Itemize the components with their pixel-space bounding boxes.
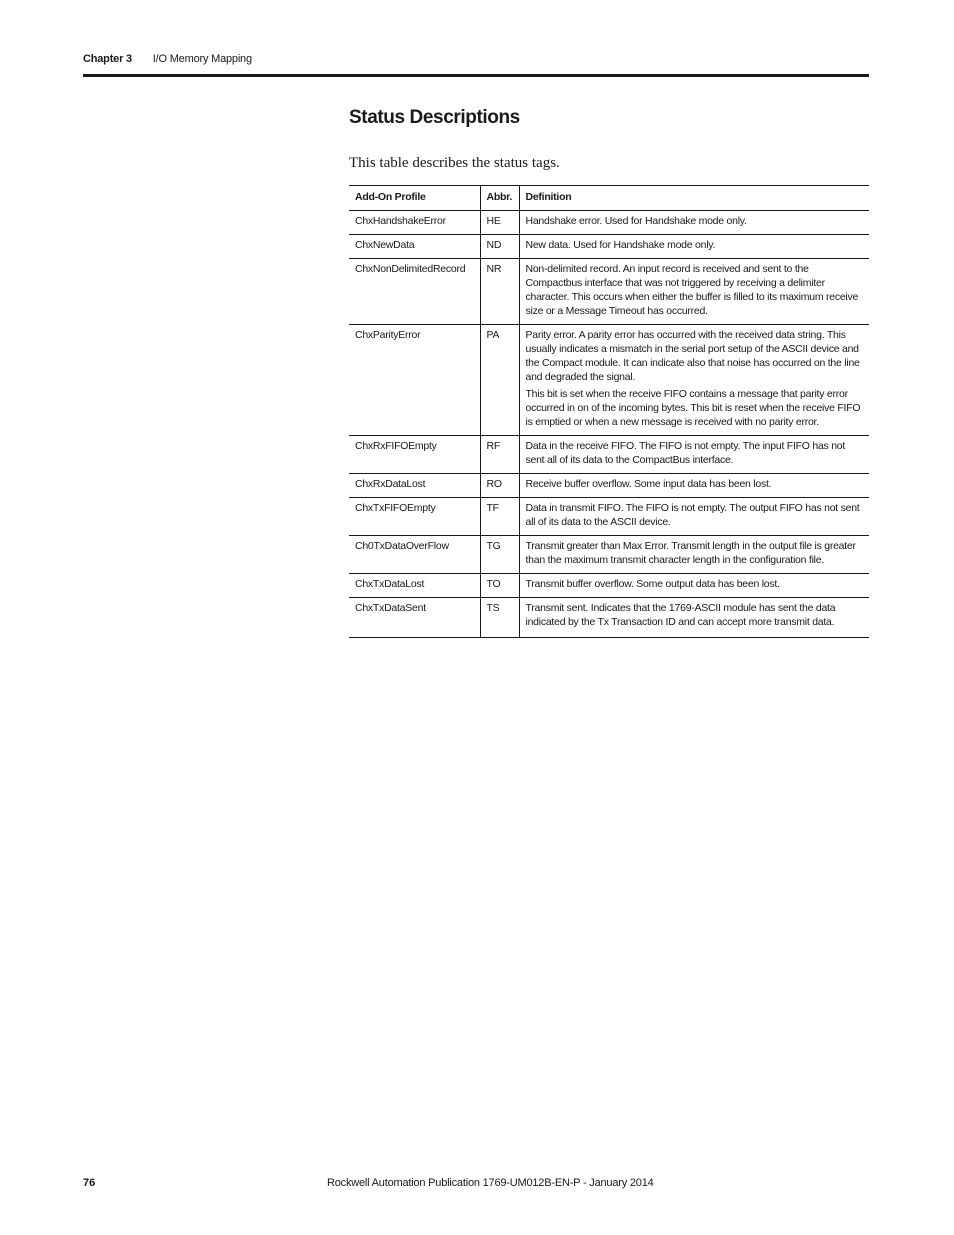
column-header-abbr: Abbr. [480,186,519,211]
intro-text: This table describes the status tags. [349,155,560,171]
cell-definition [519,211,869,235]
definition-paragraph: New data. Used for Handshake mode only. [525,239,716,251]
cell-abbr: RO [480,474,519,498]
section-label: I/O Memory Mapping [152,53,252,65]
cell-abbr: PA [480,325,519,436]
definition-paragraph: Data in transmit FIFO. The FIFO is not empty. The output FIFO has not sent all of its data to the ASCII device. [525,502,860,528]
definition-paragraph: Handshake error. Used for Handshake mode only. [525,215,747,227]
cell-definition [519,259,869,325]
table-row [349,235,869,259]
cell-profile: ChxRxFIFOEmpty [349,436,480,474]
definition-paragraph: This bit is set when the receive FIFO contains a message that parity error occurred in on of the incoming bytes. This bit is reset when the receive FIFO is emptied or when a new message is received with no parity error. [525,388,861,428]
definition-paragraph: Receive buffer overflow. Some input data has been lost. [525,478,772,490]
running-header [83,53,252,65]
cell-profile: ChxTxDataSent [349,598,480,638]
cell-profile: ChxParityError [349,325,480,436]
cell-profile: Ch0TxDataOverFlow [349,536,480,574]
cell-definition [519,474,869,498]
table-body [349,211,869,638]
definition-paragraph: Parity error. A parity error has occurred with the received data string. This usually indicates a mismatch in the serial port setup of the ASCII device and the Compact module. It can indicate also that noise has occurred on the line and degraded the signal. [525,329,860,383]
table-header-row [349,186,869,211]
cell-profile: ChxTxFIFOEmpty [349,498,480,536]
cell-definition [519,598,869,638]
table-row [349,474,869,498]
status-table [349,185,869,638]
table-row [349,598,869,638]
table-row [349,211,869,235]
chapter-label: Chapter 3 [83,53,132,65]
table-row [349,325,869,436]
cell-abbr: TG [480,536,519,574]
cell-abbr: NR [480,259,519,325]
cell-abbr: HE [480,211,519,235]
table-row [349,436,869,474]
cell-abbr: RF [480,436,519,474]
definition-paragraph: Data in the receive FIFO. The FIFO is not empty. The input FIFO has not sent all of its data to the CompactBus interface. [525,440,846,466]
publication-info: Rockwell Automation Publication 1769-UM012B-EN-P - January 2014 [327,1177,654,1189]
column-header-profile: Add-On Profile [349,186,480,211]
cell-abbr: TS [480,598,519,638]
definition-paragraph: Transmit greater than Max Error. Transmit length in the output file is greater than the maximum transmit character length in the configuration file. [525,540,856,566]
table-row [349,536,869,574]
cell-profile: ChxNewData [349,235,480,259]
definition-paragraph: Transmit sent. Indicates that the 1769-ASCII module has sent the data indicated by the Tx Transaction ID and can accept more transmit data. [525,602,836,628]
cell-profile: ChxHandshakeError [349,211,480,235]
cell-profile: ChxTxDataLost [349,574,480,598]
cell-definition [519,498,869,536]
definition-paragraph: Non-delimited record. An input record is received and sent to the Compactbus interface that was not triggered by receiving a delimiter character. This occurs when either the buffer is filled to its maximum receive size or a Message Timeout has occurred. [525,263,859,317]
cell-abbr: ND [480,235,519,259]
cell-abbr: TO [480,574,519,598]
cell-definition [519,325,869,436]
table-row [349,498,869,536]
column-header-definition: Definition [519,186,869,211]
cell-definition [519,436,869,474]
cell-abbr: TF [480,498,519,536]
cell-profile: ChxNonDelimitedRecord [349,259,480,325]
page-number: 76 [83,1177,96,1189]
cell-definition [519,574,869,598]
definition-paragraph: Transmit buffer overflow. Some output data has been lost. [525,578,780,590]
cell-profile: ChxRxDataLost [349,474,480,498]
page-title: Status Descriptions [349,107,520,128]
table-row [349,574,869,598]
cell-definition [519,235,869,259]
header-rule [83,74,869,77]
table-row [349,259,869,325]
cell-definition [519,536,869,574]
